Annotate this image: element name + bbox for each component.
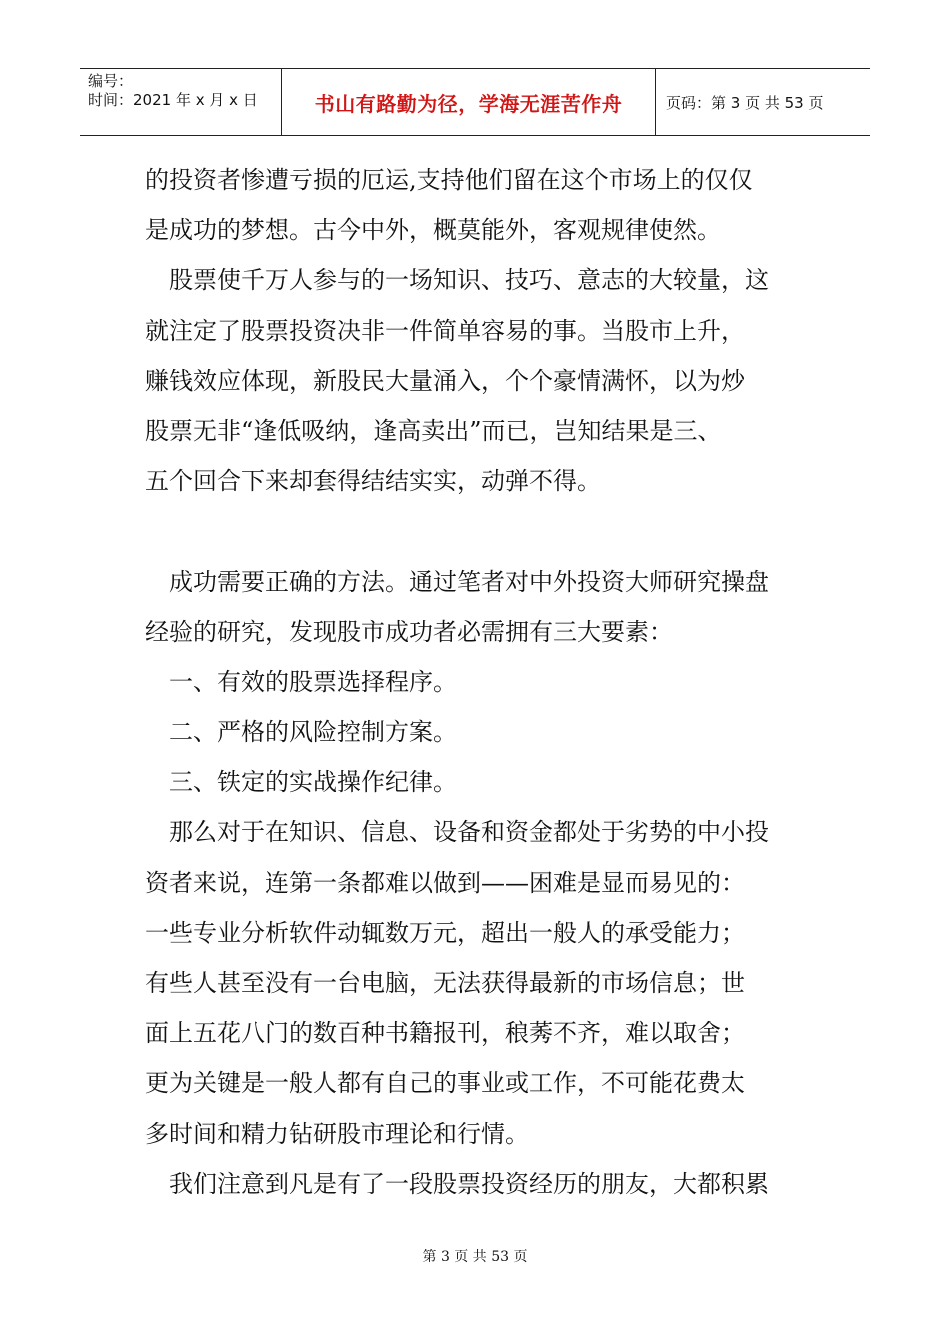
body-line: 的投资者惨遭亏损的厄运,支持他们留在这个市场上的仅仅	[145, 166, 753, 194]
body-line: 面上五花八门的数百种书籍报刊，稂莠不齐，难以取舍；	[145, 1019, 745, 1048]
blank-line	[145, 506, 815, 556]
header-meta	[80, 69, 282, 135]
body-line: 成功需要正确的方法。通过笔者对中外投资大师研究操盘	[145, 567, 769, 596]
document-number-label: 编号：	[88, 72, 134, 90]
body-line: 就注定了股票投资决非一件简单容易的事。当股市上升，	[145, 316, 745, 345]
body-line: 资者来说，连第一条都难以做到——困难是显而易见的：	[145, 868, 745, 897]
document-time-label: 时间：2021 年 x 月 x 日	[88, 91, 258, 109]
document-body	[145, 155, 815, 1209]
body-line: 赚钱效应体现，新股民大量涌入，个个豪情满怀，以为炒	[145, 366, 745, 395]
header-page-info: 页码：第 3 页 共 53 页	[666, 93, 824, 112]
page-footer: 第 3 页 共 53 页	[422, 1249, 528, 1265]
body-line: 更为关键是一般人都有自己的事业或工作，不可能花费太	[145, 1069, 745, 1098]
body-line: 股票无非“逢低吸纳，逢高卖出”而已，岂知结果是三、	[145, 416, 722, 445]
body-line: 股票使千万人参与的一场知识、技巧、意志的大较量，这	[145, 266, 769, 295]
header-table	[80, 68, 870, 136]
body-line: 三、铁定的实战操作纪律。	[145, 768, 457, 797]
body-line: 多时间和精力钻研股市理论和行情。	[145, 1119, 529, 1148]
header-motto: 书山有路勤为径，学海无涯苦作舟	[282, 69, 656, 135]
body-line: 有些人甚至没有一台电脑，无法获得最新的市场信息；世	[145, 969, 745, 997]
body-line: 是成功的梦想。古今中外，概莫能外，客观规律使然。	[145, 216, 721, 245]
body-line: 经验的研究，发现股市成功者必需拥有三大要素：	[145, 617, 673, 646]
body-line: 一、有效的股票选择程序。	[145, 667, 457, 696]
body-line: 五个回合下来却套得结结实实，动弹不得。	[145, 467, 601, 496]
body-line: 我们注意到凡是有了一段股票投资经历的朋友，大都积累	[145, 1169, 769, 1198]
body-line: 那么对于在知识、信息、设备和资金都处于劣势的中小投	[145, 818, 769, 847]
body-line: 一些专业分析软件动辄数万元，超出一般人的承受能力；	[145, 918, 745, 947]
body-line: 二、严格的风险控制方案。	[145, 718, 457, 747]
